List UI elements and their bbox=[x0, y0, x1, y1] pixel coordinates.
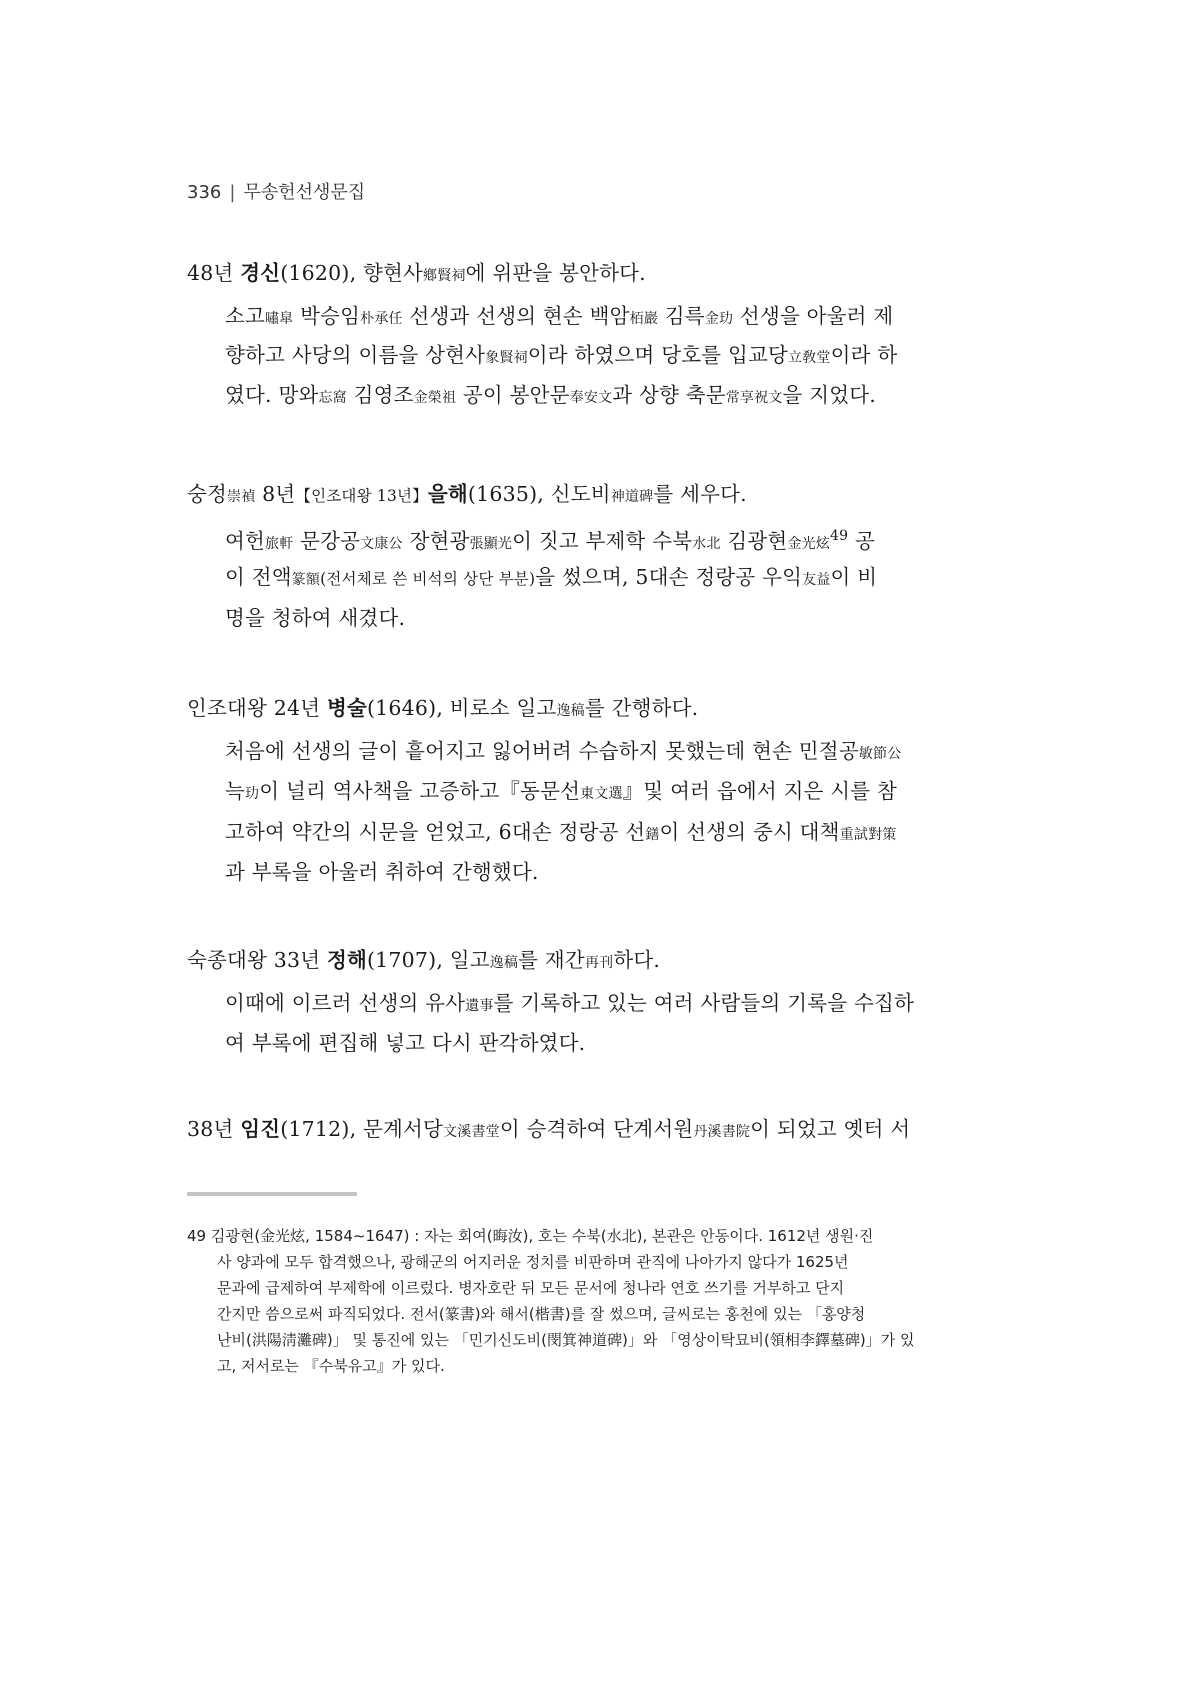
entry-1707-heading: 숙종대왕 33년 정해(1707), 일고逸稿를 재간再刊하다. bbox=[187, 948, 661, 972]
entry-1635-text-line-2: 이 전액篆額(전서체로 쓴 비석의 상단 부분)을 썼으며, 5대손 정랑공 우익友益이 비 bbox=[225, 565, 878, 589]
footnote-49-line-4: 간지만 씀으로써 파직되었다. 전서(篆書)와 해서(楷書)를 잘 썼으며, 글씨로는 홍천에 있는 「홍양청 bbox=[217, 1305, 866, 1323]
footnote-49-line-3: 문과에 급제하여 부제학에 이르렀다. 병자호란 뒤 모든 문서에 청나라 연호 쓰기를 거부하고 단지 bbox=[217, 1279, 845, 1297]
entry-1646-text-line-3: 고하여 약간의 시문을 얻었고, 6대손 정랑공 선鐥이 선생의 중시 대책重試對策 bbox=[225, 820, 897, 844]
entry-1620-text-line-3: 였다. 망와忘窩 김영조金榮祖 공이 봉안문奉安文과 상향 축문常享祝文을 지었다. bbox=[225, 383, 876, 407]
entry-1620-text-line-2: 향하고 사당의 이름을 상현사象賢祠이라 하였으며 당호를 입교당立敎堂이라 하 bbox=[225, 343, 898, 367]
footnote-49-line-6: 고, 저서로는 『수북유고』가 있다. bbox=[217, 1357, 445, 1375]
entry-1620-heading: 48년 경신(1620), 향현사鄕賢祠에 위판을 봉안하다. bbox=[187, 261, 646, 285]
entry-1635-heading: 숭정崇禎 8년【인조대왕 13년】을해(1635), 신도비神道碑를 세우다. bbox=[187, 482, 747, 506]
entry-1707-text-line-2: 여 부록에 편집해 넣고 다시 판각하였다. bbox=[225, 1031, 586, 1055]
entry-1646-text-line-1: 처음에 선생의 글이 흩어지고 잃어버려 수습하지 못했는데 현손 민절공敏節公 bbox=[225, 739, 902, 763]
entry-1635-text-line-3: 명을 청하여 새겼다. bbox=[225, 606, 406, 630]
entry-1635-text-line-1: 여헌旅軒 문강공文康公 장현광張顯光이 짓고 부제학 수북水北 김광현金光炫$^{49}$ 공 bbox=[225, 528, 875, 553]
page-number: 336 bbox=[187, 182, 222, 203]
entry-1712-heading: 38년 임진(1712), 문계서당文溪書堂이 승격하여 단계서원丹溪書院이 되었고 옛터 서 bbox=[187, 1117, 911, 1141]
footnote-49-line-5: 난비(洪陽淸灘碑)」 및 통진에 있는 「민기신도비(閔箕神道碑)」와 「영상이탁묘비(領相李鐸墓碑)」가 있 bbox=[217, 1331, 915, 1349]
footnote-divider bbox=[187, 1192, 357, 1196]
header-separator: | bbox=[229, 182, 236, 203]
entry-1620-text-line-1: 소고嘯皐 박승임朴承任 선생과 선생의 현손 백암栢巖 김륵金玏 선생을 아울러 제 bbox=[225, 304, 894, 328]
entry-1646-heading: 인조대왕 24년 병술(1646), 비로소 일고逸稿를 간행하다. bbox=[187, 696, 699, 720]
page-header bbox=[187, 178, 365, 204]
book-title: 무송헌선생문집 bbox=[243, 182, 366, 203]
entry-1707-text-line-1: 이때에 이르러 선생의 유사遺事를 기록하고 있는 여러 사람들의 기록을 수집하 bbox=[225, 991, 914, 1015]
entry-1646-text-line-2: 늑玏이 널리 역사책을 고증하고『동문선東文選』및 여러 읍에서 지은 시를 참 bbox=[225, 779, 898, 803]
footnote-49-line-1: 49 김광현(金光炫, 1584∼1647) : 자는 회여(晦汝), 호는 수북(水北), 본관은 안동이다. 1612년 생원·진 bbox=[187, 1227, 874, 1245]
entry-1646-text-line-4: 과 부록을 아울러 취하여 간행했다. bbox=[225, 860, 539, 884]
footnote-49-line-2: 사 양과에 모두 합격했으나, 광해군의 어지러운 정치를 비판하며 관직에 나아가지 않다가 1625년 bbox=[217, 1253, 849, 1271]
